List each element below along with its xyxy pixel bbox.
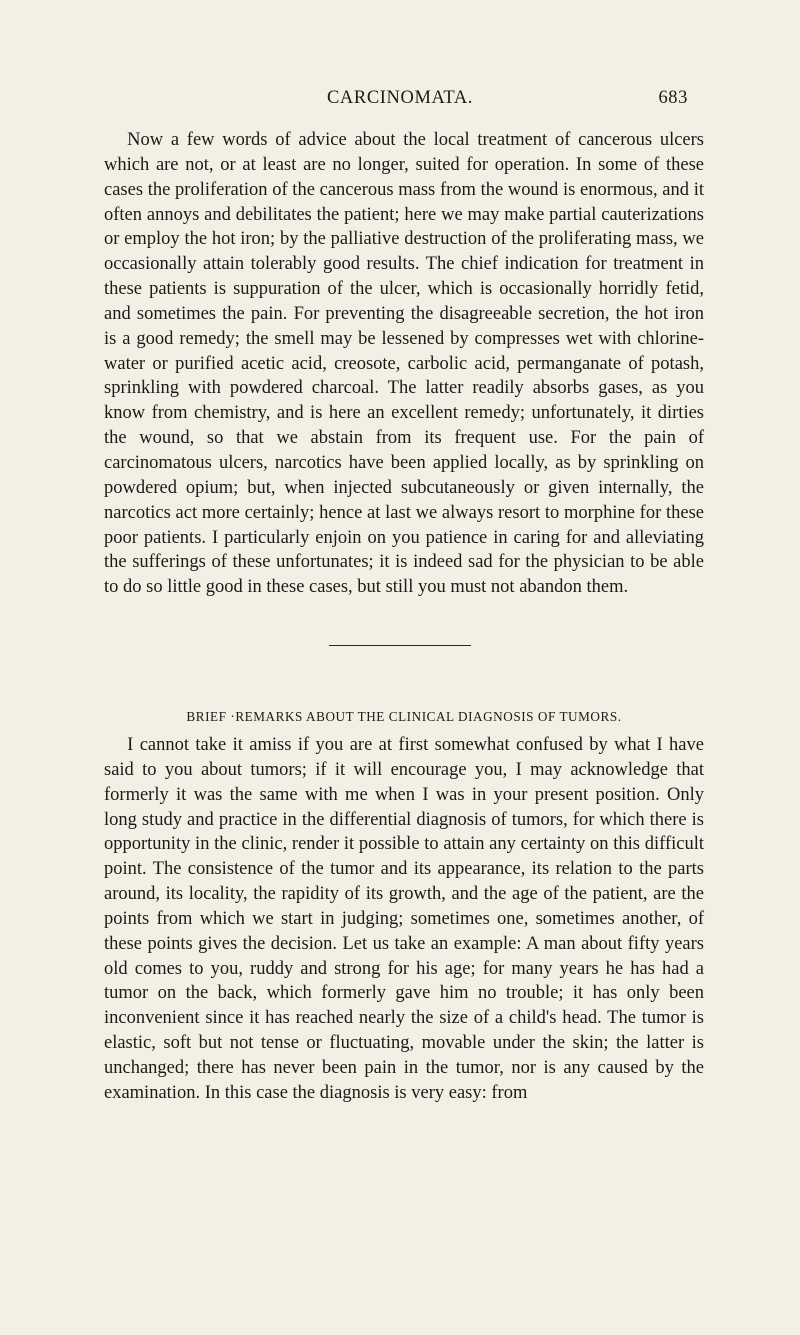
section-heading: BRIEF ·REMARKS ABOUT THE CLINICAL DIAGNOSIS OF TUMORS. (186, 709, 622, 724)
diagnosis-paragraph-block (104, 733, 704, 1106)
running-title: CARCINOMATA. (326, 88, 474, 108)
running-head (0, 88, 800, 112)
page-number: 683 (658, 88, 688, 108)
body-paragraph: Now a few words of advice about the local treatment of cancerous ulcers which are not, or at least are no longer, suited for operation. In some of these cases the proliferation of the cancerous mass from the wound is enormous, and it often annoys and debilitates the patient; here we may make partial cauterizations or employ the hot iron; by the palliative destruction of the proliferating mass, we occasionally attain tolerably good results. The chief indication for treatment in these patients is suppuration of the ulcer, which is occasionally horridly fetid, and sometimes the pain. For preventing the disagreeable secretion, the hot iron is a good remedy; the smell may be lessened by compresses wet with chlorine-water or purified acetic acid, creosote, carbolic acid, permanganate of potash, sprinkling with powdered charcoal. The latter readily absorbs gases, as you know from chemistry, and is here an excellent remedy; unfortunately, it dirties the wound, so that we abstain from its frequent use. For the pain of carcinomatous ulcers, narcotics have been applied locally, as by sprinkling on powdered opium; but, when injected subcutaneously or given internally, the narcotics act more certainly; hence at last we always resort to morphine for these poor patients. I particularly enjoin on you patience in caring for and alleviating the sufferings of these unfortunates; it is indeed sad for the physician to be able to do so little good in these cases, but still you must not abandon them. (104, 130, 704, 598)
treatment-paragraph-block (104, 128, 704, 600)
section-divider (329, 645, 471, 646)
body-paragraph: I cannot take it amiss if you are at first somewhat confused by what I have said to you about tumors; if it will encourage you, I may acknowledge that formerly it was the same with me when I was in your present position. Only long study and practice in the differential diagnosis of tumors, for which there is opportunity in the clinic, render it possible to attain any certainty on this difficult point. The consistence of the tumor and its appearance, its relation to the parts around, its locality, the rapidity of its growth, and the age of the patient, are the points from which we start in judging; sometimes one, sometimes another, of these points gives the decision. Let us take an example: A man about fifty years old comes to you, ruddy and strong for his age; for many years he has had a tumor on the back, which formerly gave him no trouble; it has only been inconvenient since it has reached nearly the size of a child's head. The tumor is elastic, soft but not tense or fluctuating, movable under the skin; the latter is unchanged; there has never been pain in the tumor, nor is any caused by the examination. In this case the diagnosis is very easy: from (104, 735, 704, 1103)
